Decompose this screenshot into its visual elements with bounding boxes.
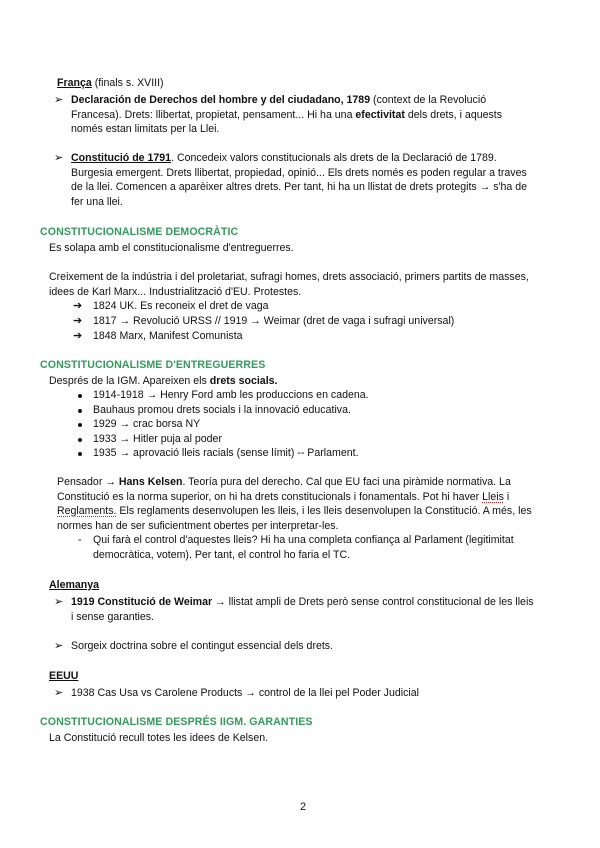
reglaments-word: Reglaments. bbox=[57, 505, 117, 517]
page-number: 2 bbox=[300, 801, 307, 813]
constitucio-1791-text-1: . Concedeix valors constitucionals als drets de la Declaració de 1789. bbox=[171, 152, 497, 164]
dash-bullet-icon: - bbox=[78, 534, 82, 546]
kelsen-text-2a: Constitució es la norma superior, on hi ha drets constitucionals i fonamentals. Pot hi haver bbox=[57, 490, 483, 503]
weimar-text-2: i sense garanties. bbox=[71, 610, 155, 623]
drets-socials: drets socials. bbox=[209, 375, 278, 387]
control-question-line-1: Qui farà el control d'aquestes lleis? Hi ha una completa confiança al Parlament (legitimitat bbox=[93, 534, 514, 546]
entreguerres-intro bbox=[49, 374, 277, 389]
arrowhead-bullet-icon: ➢ bbox=[54, 687, 64, 699]
kelsen-text-2b: i bbox=[503, 490, 510, 503]
kelsen-text-3: Els reglaments desenvolupen les lleis, i les lleis desenvolupen la Constitució. A més, les bbox=[116, 505, 532, 517]
entreguerres-intro-text: Després de la IGM. Apareixen els bbox=[49, 375, 210, 387]
declaracion-text-2b: dels drets, i aquests bbox=[404, 108, 503, 121]
entreguerres-bullet-item: Bauhaus promou drets socials i la innovació educativa. bbox=[93, 404, 351, 416]
entreguerres-bullet-item: 1933 → Hitler puja al poder bbox=[93, 433, 222, 445]
control-question bbox=[93, 533, 558, 562]
franca-item-constitucio-1791 bbox=[71, 151, 556, 209]
democratic-intro: Es solapa amb el constitucionalisme d'entreguerres. bbox=[49, 242, 294, 254]
alemanya-heading: Alemanya bbox=[49, 579, 100, 591]
control-question-line-2: democràtica, votem). Per tant, el control ho faria el TC. bbox=[93, 548, 351, 561]
constitucio-1791-text-3: de la llei. Comencen a aparèixer altres drets. Per tant, hi ha un llistat de drets protegits → s'ha de bbox=[71, 181, 528, 193]
bullet-dot-icon bbox=[78, 394, 82, 398]
kelsen-paragraph bbox=[57, 475, 557, 533]
hans-kelsen: Hans Kelsen bbox=[118, 476, 183, 488]
declaracion-text-2a: Francesa). Drets: llibertat, propietat, pensament... Hi ha una bbox=[71, 108, 356, 121]
democratic-list-item: 1848 Marx, Manifest Comunista bbox=[93, 330, 243, 342]
franca-heading-line bbox=[57, 76, 164, 91]
constitucio-1791-title: Constitució de 1791 bbox=[71, 152, 172, 164]
franca-heading: França bbox=[57, 77, 92, 89]
lleis-word: Lleis bbox=[482, 490, 504, 503]
bullet-dot-icon bbox=[78, 452, 82, 456]
franca-heading-suffix: (finals s. XVIII) bbox=[91, 77, 164, 89]
entreguerres-bullet-item: 1929 → crac borsa NY bbox=[93, 418, 201, 430]
constitucio-1791-text-4: fer una llei. bbox=[71, 195, 123, 208]
constitucio-1791-text-2: Burgesia emergent. Drets llibertat, propiedad, opinió... Els drets només es poden regular a traves bbox=[71, 166, 527, 179]
kelsen-text-4: normes han de ser suficientment obertes per interpretar-les. bbox=[57, 519, 339, 532]
eeuu-item-carolene: 1938 Cas Usa vs Carolene Products → control de la llei pel Poder Judicial bbox=[71, 687, 420, 699]
arrowhead-bullet-icon: ➢ bbox=[54, 596, 64, 608]
section-title-democratic: CONSTITUCIONALISME DEMOCRÀTIC bbox=[40, 226, 239, 238]
democratic-para-line-1: Creixement de la indústria i del proletariat, sufragi homes, drets associació, primers partits de masses, bbox=[49, 271, 529, 283]
democratic-list-item: 1817 → Revolució URSS // 1919 → Weimar (dret de vaga i sufragi universal) bbox=[93, 315, 455, 327]
weimar-title: 1919 Constitució de Weimar bbox=[71, 596, 213, 608]
declaracion-text-1: (context de la Revolució bbox=[370, 94, 487, 106]
bullet-dot-icon bbox=[78, 423, 82, 427]
weimar-text-1: → llistat ampli de Drets però sense control constitucional de les lleis bbox=[212, 596, 534, 608]
eeuu-heading: EEUU bbox=[49, 670, 79, 682]
arrowhead-bullet-icon: ➢ bbox=[54, 94, 64, 106]
bullet-dot-icon bbox=[78, 438, 82, 442]
arrow-bullet-icon: ➔ bbox=[73, 330, 83, 342]
democratic-para-line-2: idees de Karl Marx... Industrialització d'EU. Protestes. bbox=[49, 285, 302, 298]
democratic-paragraph bbox=[49, 270, 559, 299]
arrow-bullet-icon: ➔ bbox=[73, 300, 83, 312]
alemanya-item-weimar bbox=[71, 595, 561, 624]
section-title-despres-iigm: CONSTITUCIONALISME DESPRÉS IIGM. GARANTIES bbox=[40, 716, 313, 728]
democratic-list-item: 1824 UK. Es reconeix el dret de vaga bbox=[93, 300, 269, 312]
alemanya-item-doctrina: Sorgeix doctrina sobre el contingut essencial dels drets. bbox=[71, 640, 334, 652]
entreguerres-bullet-item: 1914-1918 → Henry Ford amb les produccions en cadena. bbox=[93, 389, 369, 401]
despres-text: La Constitució recull totes les idees de Kelsen. bbox=[49, 732, 269, 744]
declaracion-efectivitat: efectivitat bbox=[355, 108, 405, 121]
kelsen-text-1b: . Teoría pura del derecho. Cal que EU faci una piràmide normativa. La bbox=[182, 476, 511, 488]
bullet-dot-icon bbox=[78, 409, 82, 413]
arrowhead-bullet-icon: ➢ bbox=[54, 640, 64, 652]
franca-item-declaracion bbox=[71, 93, 556, 137]
arrowhead-bullet-icon: ➢ bbox=[54, 152, 64, 164]
declaracion-text-3: només estan limitats per la Llei. bbox=[71, 123, 220, 135]
arrow-bullet-icon: ➔ bbox=[73, 315, 83, 327]
declaracion-title: Declaración de Derechos del hombre y del ciudadano, 1789 bbox=[71, 94, 371, 106]
kelsen-text-1a: Pensador → bbox=[57, 476, 119, 488]
section-title-entreguerres: CONSTITUCIONALISME D'ENTREGUERRES bbox=[40, 359, 266, 371]
entreguerres-bullet-item: 1935 → aprovació lleis racials (sense límit) -- Parlament. bbox=[93, 447, 359, 459]
